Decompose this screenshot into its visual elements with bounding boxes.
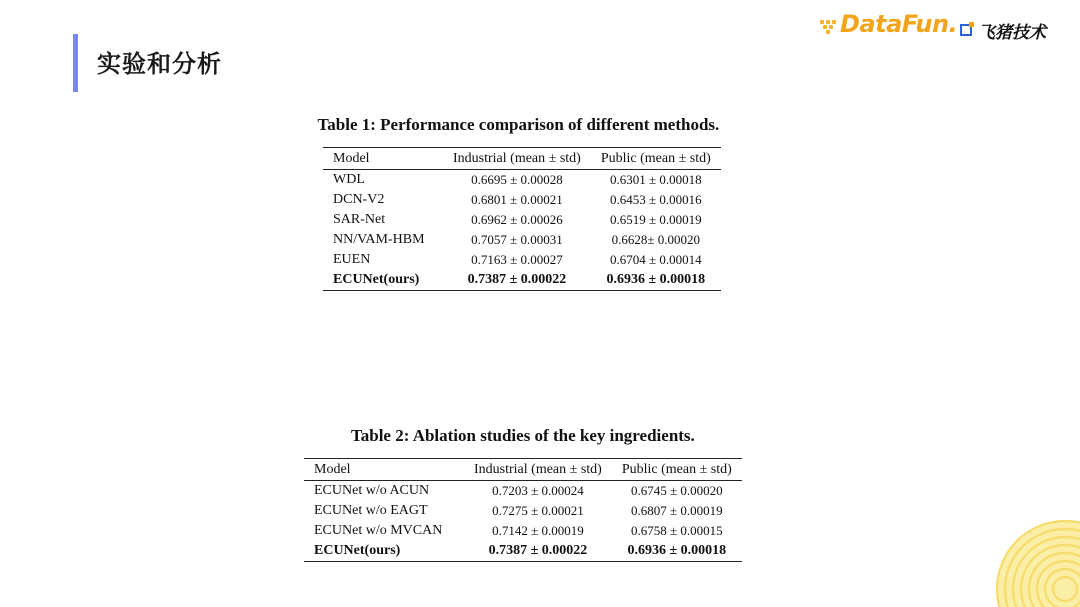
table-cell: 0.7163 ± 0.00027	[471, 252, 563, 267]
table-cell: 0.6695 ± 0.00028	[471, 172, 563, 187]
table1-caption: Table 1: Performance comparison of different methods.	[317, 115, 720, 134]
table-cell: 0.6936 ± 0.00018	[627, 543, 727, 558]
table1	[323, 147, 721, 291]
table-row	[323, 250, 721, 270]
table-cell: 0.6519 ± 0.00019	[609, 212, 702, 227]
table-cell: ECUNet w/o MVCAN	[314, 523, 443, 538]
table2-header-industrial: Industrial (mean ± std)	[464, 459, 612, 481]
table-cell: 0.7387 ± 0.00022	[467, 272, 567, 287]
table-row	[304, 501, 742, 521]
table-cell: 0.6453 ± 0.00016	[609, 192, 702, 207]
table-row	[323, 230, 721, 250]
title-accent-bar	[73, 34, 78, 92]
slide-title: 实验和分析	[97, 50, 222, 78]
datafun-dots-icon	[820, 20, 838, 34]
table1-block	[316, 115, 721, 291]
fliggy-logo-icon	[960, 24, 972, 36]
table2-block	[304, 426, 742, 562]
logo-area	[820, 8, 1070, 48]
table-cell: 0.7142 ± 0.00019	[492, 523, 584, 538]
fliggy-tech-logo: 飞猪技术	[978, 23, 1046, 43]
table-cell: 0.6301 ± 0.00018	[609, 172, 702, 187]
table-cell: 0.6758 ± 0.00015	[630, 523, 723, 538]
table1-header-model: Model	[323, 148, 443, 170]
table-cell: 0.7203 ± 0.00024	[492, 483, 584, 498]
datafun-logo: DataFun.	[840, 10, 958, 38]
table2-header-model: Model	[304, 459, 464, 481]
table-cell: 0.6801 ± 0.00021	[471, 192, 563, 207]
table-cell: ECUNet w/o ACUN	[314, 483, 430, 498]
table-row	[304, 481, 742, 502]
table-cell: SAR-Net	[333, 212, 386, 227]
table-row-ours	[323, 270, 721, 291]
table-cell: 0.7057 ± 0.00031	[471, 232, 563, 247]
table-cell: ECUNet(ours)	[314, 543, 401, 558]
table-cell: 0.7275 ± 0.00021	[492, 503, 584, 518]
table2-header-public: Public (mean ± std)	[612, 459, 742, 481]
table1-header-industrial: Industrial (mean ± std)	[443, 148, 591, 170]
table-cell: 0.6936 ± 0.00018	[606, 272, 706, 287]
table2-caption: Table 2: Ablation studies of the key ingredients.	[350, 426, 695, 445]
table-cell: 0.6962 ± 0.00026	[471, 212, 563, 227]
table-cell: ECUNet w/o EAGT	[314, 503, 428, 518]
table-cell: WDL	[333, 172, 365, 187]
table-cell: DCN-V2	[333, 192, 385, 207]
table-cell: NN/VAM-HBM	[333, 232, 425, 247]
table-row	[323, 210, 721, 230]
table-cell: EUEN	[333, 252, 371, 267]
table-row	[323, 170, 721, 191]
table1-header-public: Public (mean ± std)	[591, 148, 721, 170]
table-cell: 0.6745 ± 0.00020	[630, 483, 723, 498]
table-row-ours	[304, 541, 742, 562]
table-row	[323, 190, 721, 210]
table-cell: 0.7387 ± 0.00022	[488, 543, 588, 558]
decorative-circle-icon	[990, 517, 1080, 607]
table-cell: ECUNet(ours)	[333, 272, 420, 287]
table-cell: 0.6704 ± 0.00014	[609, 252, 702, 267]
table-cell: 0.6628± 0.00020	[611, 232, 700, 247]
table-row	[304, 521, 742, 541]
table2	[304, 458, 742, 562]
table-cell: 0.6807 ± 0.00019	[630, 503, 723, 518]
